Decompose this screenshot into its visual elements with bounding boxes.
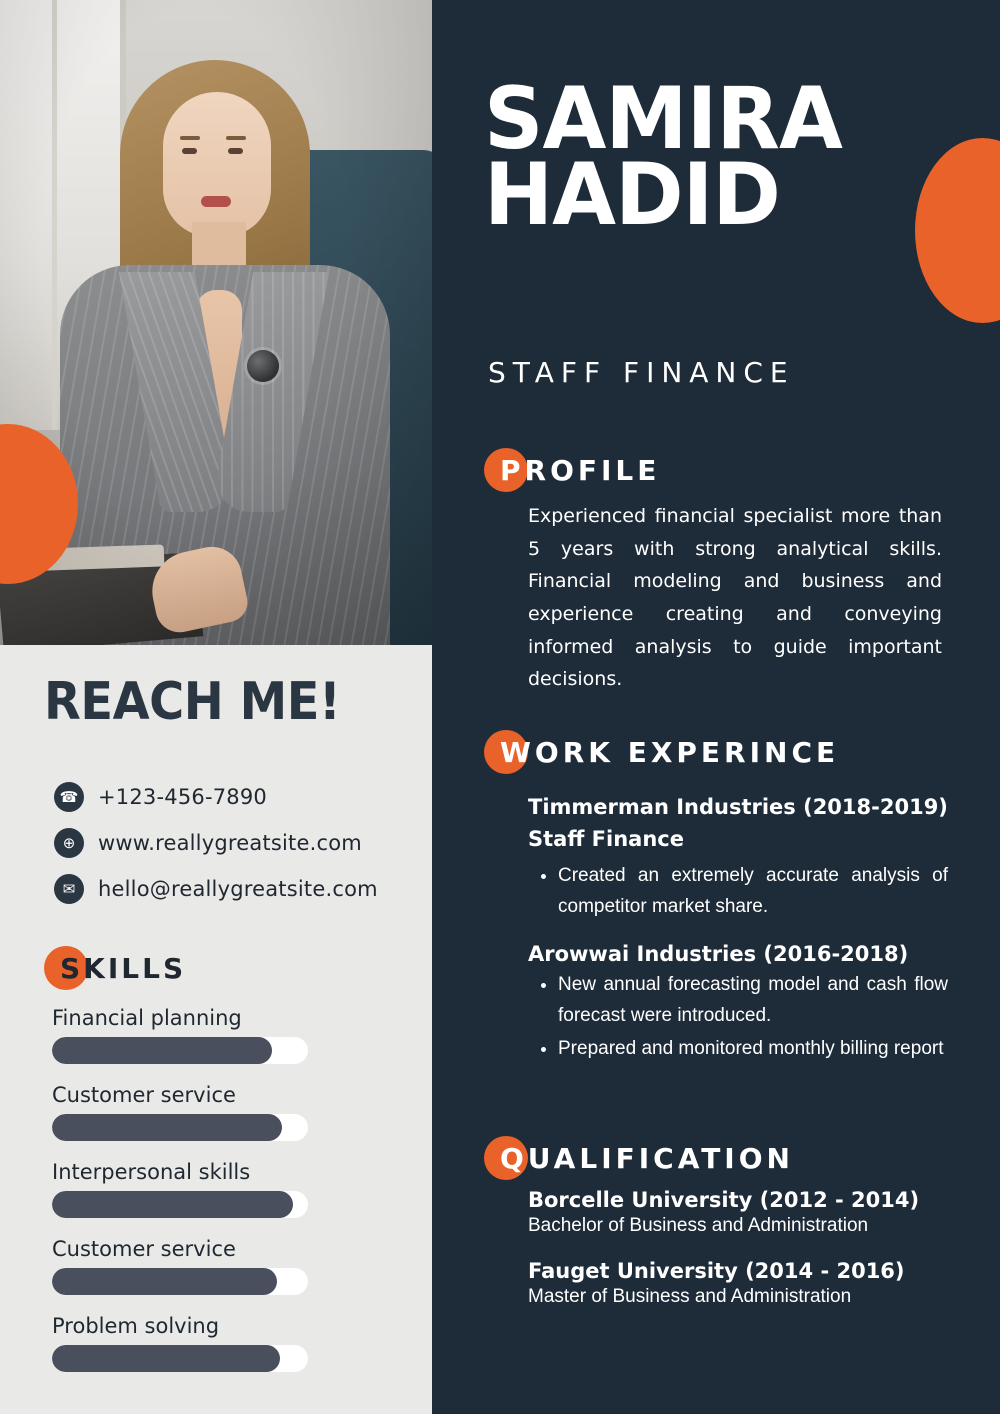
email-icon: ✉ [54, 874, 84, 904]
work-point: • Prepared and monitored monthly billing report [558, 1034, 948, 1065]
work-company: Arowwai Industries (2016-2018) [528, 941, 909, 966]
contact-list [54, 782, 424, 920]
reach-me-heading: REACH ME! [44, 672, 341, 732]
skill-bar [52, 1345, 308, 1372]
page-title [484, 69, 842, 245]
skill-bar-fill [52, 1191, 293, 1218]
skill-bar [52, 1037, 308, 1064]
left-sidebar [0, 0, 432, 1414]
skill-label: Customer service [52, 1083, 236, 1107]
qualification-item [528, 1259, 948, 1308]
qualification-degree: Master of Business and Administration [528, 1286, 852, 1307]
profile-heading [484, 448, 660, 492]
work-point: • Created an extremely accurate analysis of competitor market share. [558, 861, 948, 923]
work-position: Staff Finance [528, 826, 684, 851]
qualification-degree: Bachelor of Business and Administration [528, 1215, 869, 1236]
decorative-circle-right [915, 138, 1000, 323]
qualification-item [528, 1188, 948, 1237]
skill-bar [52, 1191, 308, 1218]
last-name: HADID [484, 144, 780, 245]
contact-item-website[interactable] [54, 828, 424, 858]
skill-item [52, 1237, 362, 1295]
skill-bar-fill [52, 1114, 282, 1141]
work-item [528, 792, 948, 923]
phone-icon: ☎ [54, 782, 84, 812]
skill-bar [52, 1114, 308, 1141]
work-heading [484, 730, 839, 774]
skill-bar-fill [52, 1037, 272, 1064]
skill-bar [52, 1268, 308, 1295]
skill-item [52, 1160, 362, 1218]
skill-label: Problem solving [52, 1314, 220, 1338]
profile-text: Experienced financial specialist more than 5 years with strong analytical skills. Financial modeling and business and experience creating and conveying informed analysis to guide important decisions. [528, 505, 942, 691]
right-content [432, 0, 1000, 1414]
contact-phone-text: +123-456-7890 [98, 785, 267, 809]
skill-bar-fill [52, 1345, 280, 1372]
profile-title: PROFILE [500, 453, 661, 487]
skills-list [52, 1006, 362, 1391]
skill-item [52, 1006, 362, 1064]
skills-heading [44, 946, 186, 990]
skill-label: Interpersonal skills [52, 1160, 251, 1184]
job-role-subtitle: STAFF FINANCE [488, 356, 795, 389]
work-points [528, 970, 948, 1064]
qualification-school: Borcelle University (2012 - 2014) [528, 1188, 920, 1212]
skill-bar-fill [52, 1268, 277, 1295]
work-points [528, 861, 948, 923]
qualification-school: Fauget University (2014 - 2016) [528, 1259, 905, 1283]
skills-title: SKILLS [60, 951, 187, 985]
work-point: • New annual forecasting model and cash flow forecast were introduced. [558, 970, 948, 1032]
skill-item [52, 1083, 362, 1141]
skill-item [52, 1314, 362, 1372]
skill-label: Customer service [52, 1237, 236, 1261]
contact-item-phone[interactable] [54, 782, 424, 812]
work-company: Timmerman Industries (2018-2019) [528, 795, 948, 819]
contact-item-email[interactable] [54, 874, 424, 904]
qualification-heading [484, 1136, 794, 1180]
work-title: WORK EXPERINCE [500, 735, 840, 769]
work-item [528, 939, 948, 1065]
qualification-list [528, 1188, 948, 1330]
globe-icon: ⊕ [54, 828, 84, 858]
qualification-title: QUALIFICATION [500, 1141, 794, 1175]
contact-email-text: hello@reallygreatsite.com [98, 877, 378, 901]
contact-website-text: www.reallygreatsite.com [98, 831, 362, 855]
work-list [528, 792, 948, 1080]
skill-label: Financial planning [52, 1006, 242, 1030]
first-name: SAMIRA [484, 69, 842, 169]
